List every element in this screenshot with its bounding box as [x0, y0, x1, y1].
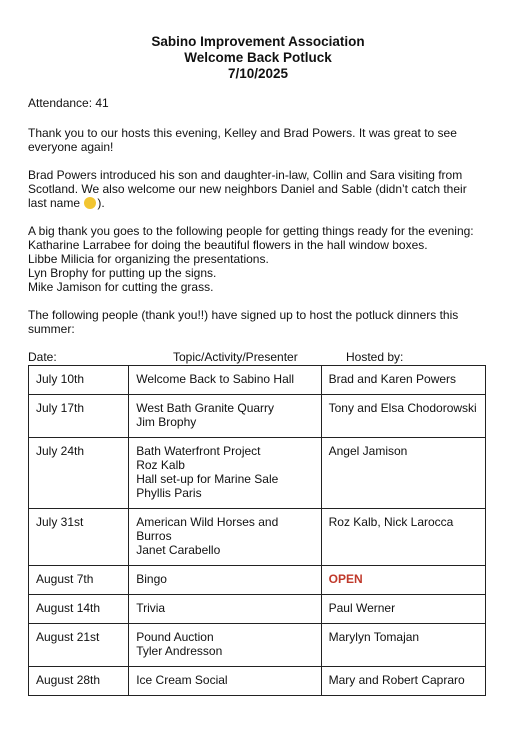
date-cell: August 21st	[29, 624, 129, 667]
table-row	[29, 667, 486, 696]
topic-cell	[129, 667, 321, 696]
topic-line: West Bath Granite Quarry	[136, 401, 275, 415]
presenter-line: Phyllis Paris	[136, 486, 202, 500]
table-row	[29, 395, 486, 438]
host-cell: Roz Kalb, Nick Larocca	[321, 509, 485, 566]
topic-line: Hall set-up for Marine Sale	[136, 472, 279, 486]
org-name: Sabino Improvement Association	[151, 34, 365, 49]
topic-cell	[129, 395, 321, 438]
table-row	[29, 366, 486, 395]
table-row	[29, 509, 486, 566]
host-cell: Paul Werner	[321, 595, 485, 624]
header-date: Date:	[28, 350, 57, 364]
host-cell: Marylyn Tomajan	[321, 624, 485, 667]
table-row	[29, 438, 486, 509]
topic-cell	[129, 366, 321, 395]
hosts-thanks-paragraph: Thank you to our hosts this evening, Kelley and Brad Powers. It was great to see everyone again!	[28, 126, 457, 154]
volunteer-item: Katharine Larrabee for doing the beautiful flowers in the hall window boxes.	[28, 238, 428, 252]
event-name: Welcome Back Potluck	[184, 50, 332, 65]
host-open-status: OPEN	[321, 566, 485, 595]
topic-line: Pound Auction	[136, 630, 214, 644]
presenter-line: Tyler Andresson	[136, 644, 223, 658]
volunteer-thanks-lead: A big thank you goes to the following people for getting things ready for the evening:	[28, 224, 474, 238]
date-cell: July 24th	[29, 438, 129, 509]
presenter-line: Jim Brophy	[136, 415, 197, 429]
date-cell: July 31st	[29, 509, 129, 566]
topic-line: American Wild Horses and Burros	[136, 515, 279, 543]
event-date: 7/10/2025	[227, 66, 289, 81]
host-cell: Mary and Robert Capraro	[321, 667, 485, 696]
potluck-schedule-table	[28, 365, 486, 696]
topic-line: Trivia	[136, 601, 166, 615]
introductions-text: Brad Powers introduced his son and daughter-in-law, Collin and Sara visiting from Scotland. We also welcome our new neighbors Daniel and Sable (didn’t catch their last name	[28, 168, 467, 210]
header-host: Hosted by:	[346, 350, 404, 364]
presenter-line: Janet Carabello	[136, 543, 221, 557]
date-cell: August 7th	[29, 566, 129, 595]
document-page	[28, 0, 488, 696]
date-cell: August 14th	[29, 595, 129, 624]
topic-line: Ice Cream Social	[136, 673, 228, 687]
table-row	[29, 624, 486, 667]
introductions-tail: ).	[97, 196, 105, 210]
host-cell: Brad and Karen Powers	[321, 366, 485, 395]
schedule-column-headers	[28, 350, 488, 364]
table-row	[29, 566, 486, 595]
topic-cell	[129, 438, 321, 509]
signup-paragraph: The following people (thank you!!) have signed up to host the potluck dinners this summer:	[28, 308, 459, 336]
topic-cell	[129, 595, 321, 624]
date-cell: August 28th	[29, 667, 129, 696]
topic-line: Bingo	[136, 572, 167, 586]
date-cell: July 17th	[29, 395, 129, 438]
topic-line: Bath Waterfront Project	[136, 444, 261, 458]
volunteer-thanks-section	[28, 224, 488, 294]
host-cell: Tony and Elsa Chodorowski	[321, 395, 485, 438]
topic-cell	[129, 566, 321, 595]
date-cell: July 10th	[29, 366, 129, 395]
presenter-line: Roz Kalb	[136, 458, 185, 472]
topic-cell	[129, 509, 321, 566]
volunteer-item: Lyn Brophy for putting up the signs.	[28, 266, 217, 280]
introductions-paragraph	[28, 168, 488, 210]
attendance-line: Attendance: 41	[28, 96, 109, 110]
volunteer-item: Mike Jamison for cutting the grass.	[28, 280, 214, 294]
table-row	[29, 595, 486, 624]
header-topic: Topic/Activity/Presenter	[173, 350, 298, 364]
pensive-face-icon	[84, 197, 96, 209]
host-cell: Angel Jamison	[321, 438, 485, 509]
topic-cell	[129, 624, 321, 667]
document-header	[28, 34, 488, 82]
volunteer-item: Libbe Milicia for organizing the presentations.	[28, 252, 269, 266]
topic-line: Welcome Back to Sabino Hall	[136, 372, 295, 386]
